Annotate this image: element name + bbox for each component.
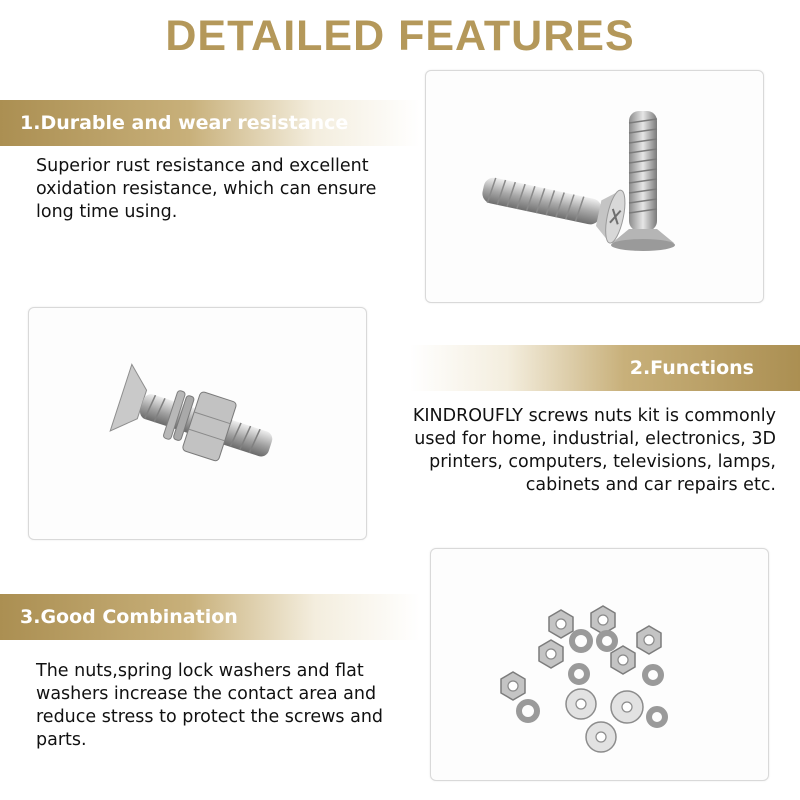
section-3-description [36,660,416,752]
section-1-description [36,155,416,224]
section-3-line-3: reduce stress to protect the screws and [36,707,384,727]
section-1-line-1: Superior rust resistance and excellent [36,156,369,176]
section-1-line-3: long time using. [36,202,178,222]
section-2-line-4: cabinets and car repairs etc. [525,475,776,495]
section-2-heading: 2.Functions [410,345,800,391]
page-title: DETAILED FEATURES [165,12,635,60]
section-3-line-1: The nuts,spring lock washers and flat [36,661,364,681]
countersunk-screws-photo [425,70,764,303]
section-2-description [370,405,776,497]
nuts-and-washers-photo [430,548,769,781]
section-2-line-2: used for home, industrial, electronics, 3D [414,429,776,449]
section-1-line-2: oxidation resistance, which can ensure [36,179,377,199]
section-2-line-3: printers, computers, televisions, lamps, [429,452,776,472]
section-3-line-4: parts. [36,730,87,750]
section-1-heading: 1.Durable and wear resistance [0,100,420,146]
screw-nut-washer-assembly-photo [28,307,367,540]
section-3-heading: 3.Good Combination [0,594,420,640]
countersunk-screws-icon [426,71,763,302]
screw-nut-washer-icon [29,308,366,539]
nuts-washers-icon [431,549,768,780]
section-3-line-2: washers increase the contact area and [36,684,377,704]
section-2-line-1: KINDROUFLY screws nuts kit is commonly [412,406,776,426]
